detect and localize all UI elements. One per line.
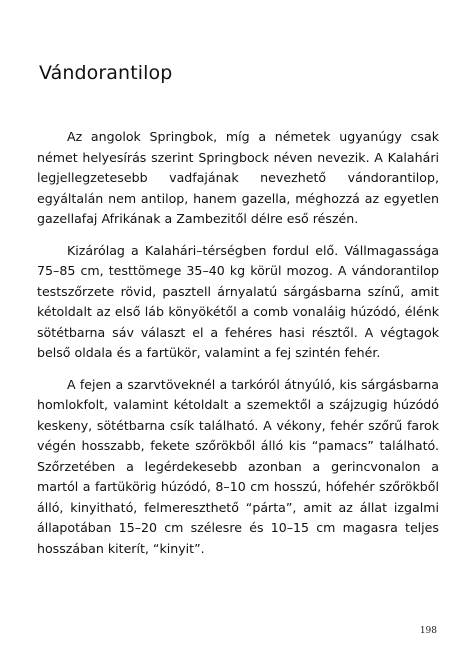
paragraph-1: Az angolok Springbok, míg a németek ugyanúgy csak német helyesírás szerint Springbock néven nevezik. A Kalahári legjellegzetesebb vadfajának nevezhető vándorantilop, egyáltalán nem antilop, hanem gazella, méghozzá az egyetlen gazellafaj Afrikának a Zambezitől délre eső részén. bbox=[37, 129, 439, 226]
paragraph-2: Kizárólag a Kalahári–térségben fordul elő. Vállmagassága 75–85 cm, testtömege 35–40 kg körül mozog. A vándorantilop testszőrzete rövid, pasztell árnyalatú sárgásbarna színű, amit kétoldalt az első láb könyökétől a comb vonaláig húzódó, élénk sötétbarna sáv választ el a fehéres hasi résztől. A végtagok belső oldala és a fartükör, valamint a fej szintén fehér. bbox=[37, 242, 439, 360]
paragraph-3: A fejen a szarvtöveknél a tarkóról átnyúló, kis sárgásbarna homlokfolt, valamint kétoldalt a szemektől a szájzugig húzódó keskeny, sötétbarna csík található. A vékony, fehér szőrű farok végén hosszabb, fekete szőrökből álló kis “pamacs” található. Szőrzetében a legérdekesebb azonban a gerincvonalon a martól a fartükörig húzódó, 8–10 cm hosszú, hófehér szőrökből álló, kinyitható, felmereszthető “párta”, amit az állat izgalmi állapotában 15–20 cm szélesre és 10–15 cm magasra teljes hosszában kiterít, “kinyit”. bbox=[37, 376, 439, 556]
page-title: Vándorantilop bbox=[39, 62, 173, 84]
body-text bbox=[37, 127, 439, 559]
page-number: 198 bbox=[419, 626, 437, 636]
